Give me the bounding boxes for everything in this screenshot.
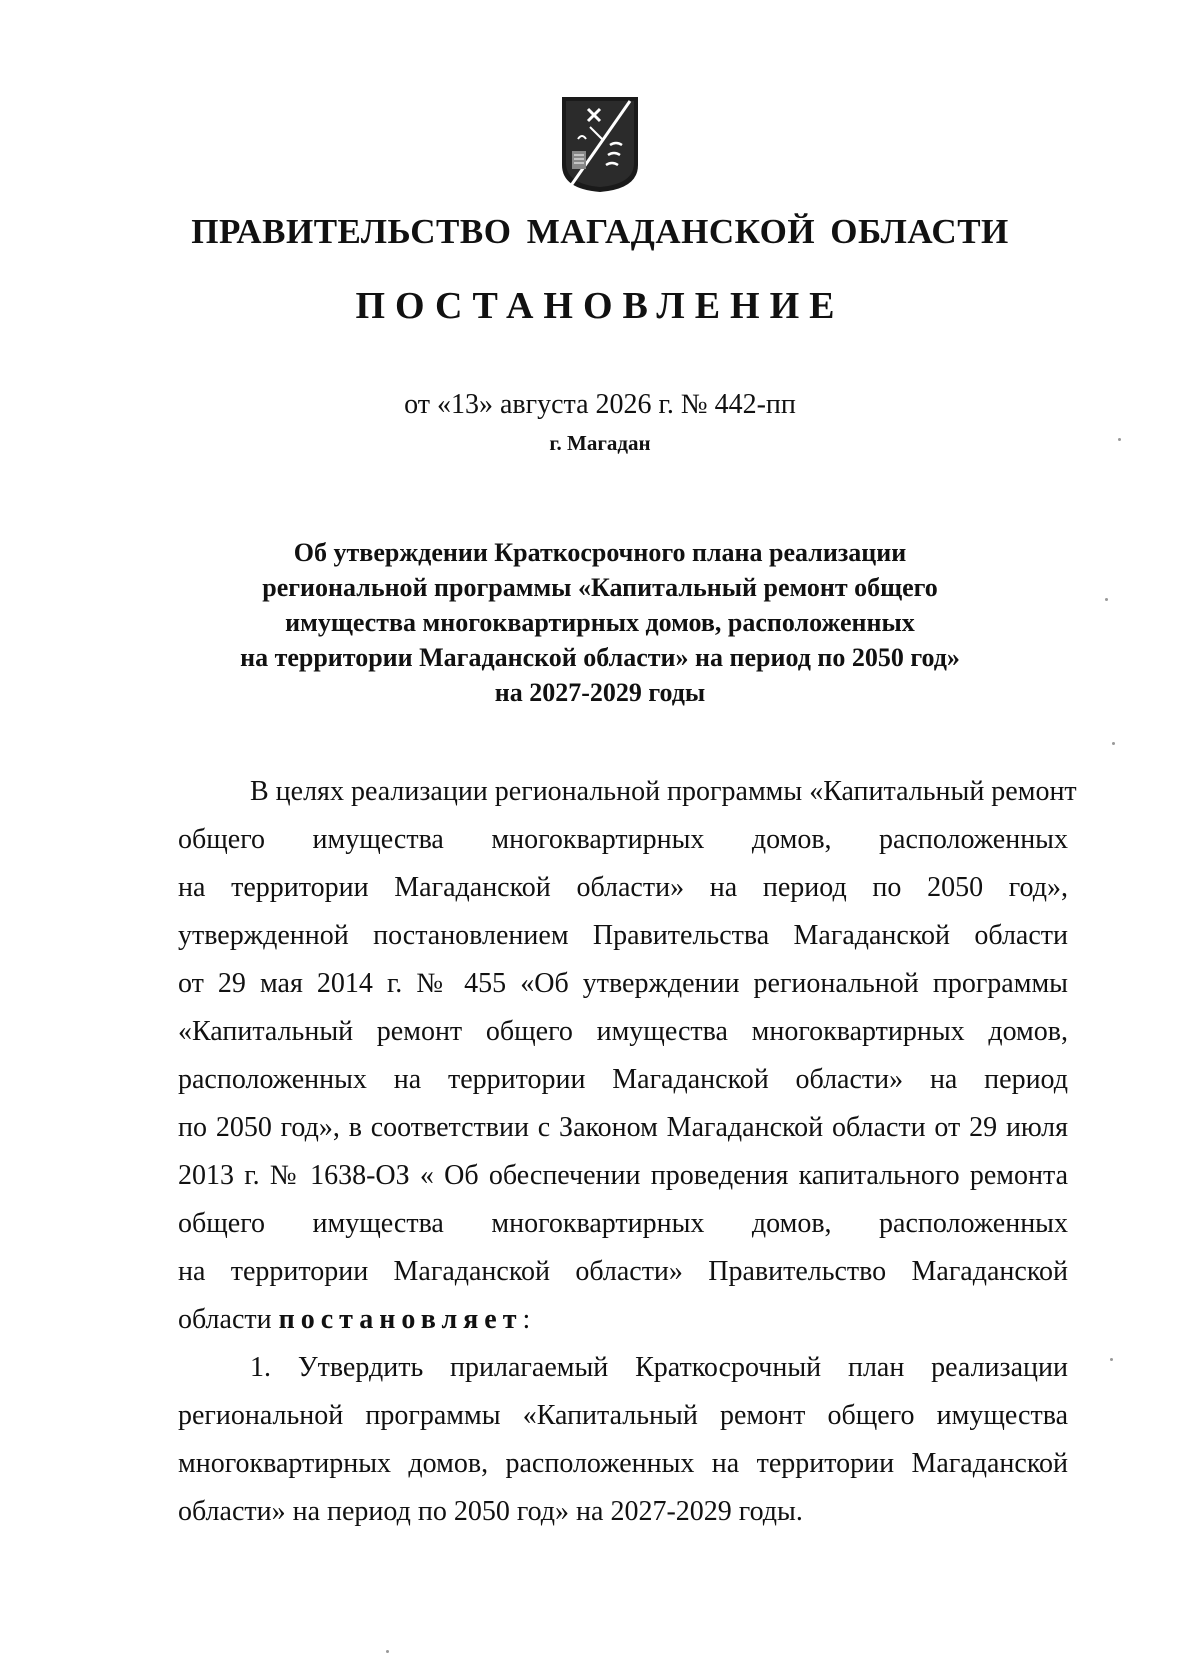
resolution-prefix: области [178,1304,272,1335]
preamble-line: по 2050 год», в соответствии с Законом Магаданской области от 29 июля [178,1112,1068,1143]
title-line: региональной программы «Капитальный ремонт общего [262,573,938,602]
document-title [200,535,1000,710]
scan-speck [1110,1358,1113,1361]
coat-of-arms-icon [560,95,640,193]
resolution-line [178,1296,1068,1344]
preamble-line: «Капитальный ремонт общего имущества многоквартирных домов, [178,1016,1068,1047]
preamble-line: на территории Магаданской области» на период по 2050 год», [178,872,1068,903]
preamble-line: от 29 мая 2014 г. № 455 «Об утверждении региональной программы [178,968,1068,999]
item-line: региональной программы «Капитальный ремонт общего имущества [178,1400,1068,1431]
preamble-line: В целях реализации региональной программы «Капитальный ремонт [250,776,1077,807]
item-line: 1. Утвердить прилагаемый Краткосрочный план реализации [250,1352,1068,1383]
item-line: многоквартирных домов, расположенных на территории Магаданской [178,1448,1068,1479]
preamble-line: 2013 г. № 1638-ОЗ « Об обеспечении проведения капитального ремонта [178,1160,1068,1191]
title-line: имущества многоквартирных домов, расположенных [285,608,915,637]
item-line: области» на период по 2050 год» на 2027-2029 годы. [178,1496,803,1527]
scan-speck [1118,438,1121,441]
resolution-verb: постановляет [278,1304,523,1335]
date-and-number: от «13» августа 2026 г. № 442-пп [404,389,796,420]
scan-speck [1105,598,1108,601]
resolution-colon: : [522,1304,531,1335]
scan-speck [386,1650,389,1653]
preamble-line: общего имущества многоквартирных домов, расположенных [178,1208,1068,1239]
document-body [178,768,1077,1536]
scan-speck [1112,742,1115,745]
preamble-line: на территории Магаданской области» Правительство Магаданской [178,1256,1068,1287]
title-line: на территории Магаданской области» на период по 2050 год» [240,643,960,672]
issue-city: г. Магадан [549,431,651,455]
organization-name: ПРАВИТЕЛЬСТВО МАГАДАНСКОЙ ОБЛАСТИ [191,212,1009,251]
preamble-line: утвержденной постановлением Правительства Магаданской области [178,920,1068,951]
document-type: ПОСТАНОВЛЕНИЕ [355,285,845,327]
preamble-line: общего имущества многоквартирных домов, расположенных [178,824,1068,855]
title-line: Об утверждении Краткосрочного плана реализации [293,538,907,567]
preamble-line: расположенных на территории Магаданской области» на период [178,1064,1068,1095]
title-line: на 2027-2029 годы [494,678,706,707]
